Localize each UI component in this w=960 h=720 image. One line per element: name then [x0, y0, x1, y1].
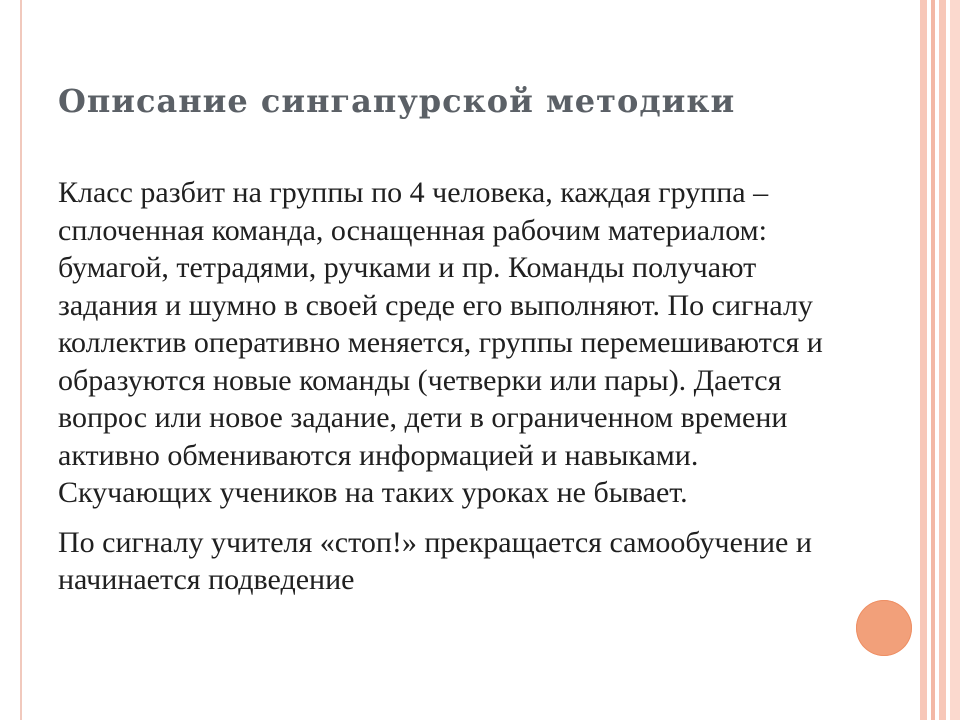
right-stripe — [931, 0, 935, 720]
right-stripe — [939, 0, 946, 720]
body-paragraph: Класс разбит на группы по 4 человека, каждая группа – сплоченная команда, оснащенная рабочим материалом: бумагой, тетрадями, ручками и пр. Команды получают задания и шумно в своей среде его выполняют. По сигналу коллектив оперативно меняется, группы перемешиваются и образуются новые команды (четверки или пары). Дается вопрос или новое задание, дети в ограниченном времени активно обмениваются информацией и навыками. Скучающих учеников на таких уроках не бывает. — [58, 176, 823, 509]
left-border-line — [20, 0, 22, 720]
body-paragraph: По сигналу учителя «стоп!» прекращается самообучение и начинается подведение — [58, 525, 812, 596]
right-stripe — [950, 0, 960, 720]
slide-title: Описание сингапурской методики — [58, 82, 736, 120]
right-stripe — [920, 0, 927, 720]
decorative-circle — [856, 600, 912, 656]
slide-body — [58, 174, 858, 611]
